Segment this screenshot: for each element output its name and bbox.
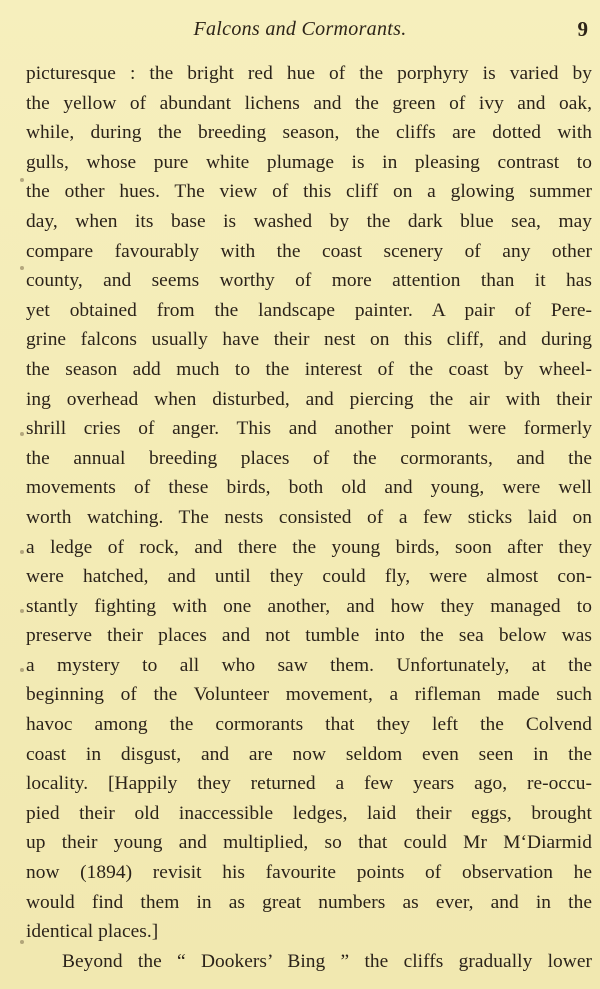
text-line: county, and seems worthy of more attention than it has xyxy=(26,270,592,292)
margin-speck xyxy=(20,550,24,554)
text-line: day, when its base is washed by the dark blue sea, may xyxy=(26,210,592,232)
text-line: a ledge of rock, and there the young birds, soon after they xyxy=(26,536,592,558)
text-line: havoc among the cormorants that they left the Colvend xyxy=(26,714,592,736)
text-line: locality. [Happily they returned a few years ago, re-occu- xyxy=(26,773,592,795)
margin-speck xyxy=(20,432,24,436)
text-line: the other hues. The view of this cliff on a glowing summer xyxy=(26,181,592,203)
text-line: shrill cries of anger. This and another point were formerly xyxy=(26,418,592,440)
margin-speck xyxy=(20,668,24,672)
text-line: a mystery to all who saw them. Unfortunately, at the xyxy=(26,654,592,676)
text-line: ing overhead when disturbed, and piercing the air with their xyxy=(26,388,592,410)
text-line: the yellow of abundant lichens and the green of ivy and oak, xyxy=(26,92,592,114)
text-line: pied their old inaccessible ledges, laid their eggs, brought xyxy=(26,802,592,824)
text-line: picturesque : the bright red hue of the porphyry is varied by xyxy=(26,63,592,84)
text-line: yet obtained from the landscape painter. A pair of Pere- xyxy=(26,299,592,321)
text-line: were hatched, and until they could fly, were almost con- xyxy=(26,566,592,588)
text-line: coast in disgust, and are now seldom even seen in the xyxy=(26,743,592,765)
margin-speck xyxy=(20,609,24,613)
text-line: identical places.] xyxy=(26,921,159,943)
margin-speck xyxy=(20,940,24,944)
text-line: while, during the breeding season, the cliffs are dotted with xyxy=(26,122,592,144)
text-line: grine falcons usually have their nest on this cliff, and during xyxy=(26,329,592,351)
paragraph xyxy=(26,947,592,977)
text-line: movements of these birds, both old and young, were well xyxy=(26,477,592,499)
text-line: beginning of the Volunteer movement, a rifleman made such xyxy=(26,684,592,706)
page-header xyxy=(0,18,600,48)
margin-speck xyxy=(20,266,24,270)
paragraph xyxy=(26,59,592,947)
text-line: would find them in as great numbers as ever, and in the xyxy=(26,891,592,913)
text-line: the season add much to the interest of the coast by wheel- xyxy=(26,358,592,380)
page-number: 9 xyxy=(577,17,588,41)
margin-speck xyxy=(20,178,24,182)
running-title: Falcons and Cormorants. xyxy=(193,18,407,40)
body-text xyxy=(26,59,592,976)
text-line: gulls, whose pure white plumage is in pleasing contrast to xyxy=(26,151,592,173)
text-line: stantly fighting with one another, and how they managed to xyxy=(26,595,592,617)
text-line: preserve their places and not tumble into the sea below was xyxy=(26,625,592,647)
text-line: Beyond the “ Dookers’ Bing ” the cliffs gradually lower xyxy=(62,950,592,972)
text-line: worth watching. The nests consisted of a few sticks laid on xyxy=(26,506,592,528)
text-line: up their young and multiplied, so that could Mr M‘Diarmid xyxy=(26,832,592,854)
text-line: now (1894) revisit his favourite points of observation he xyxy=(26,862,592,884)
text-line: compare favourably with the coast scenery of any other xyxy=(26,240,592,262)
text-line: the annual breeding places of the cormorants, and the xyxy=(26,447,592,469)
